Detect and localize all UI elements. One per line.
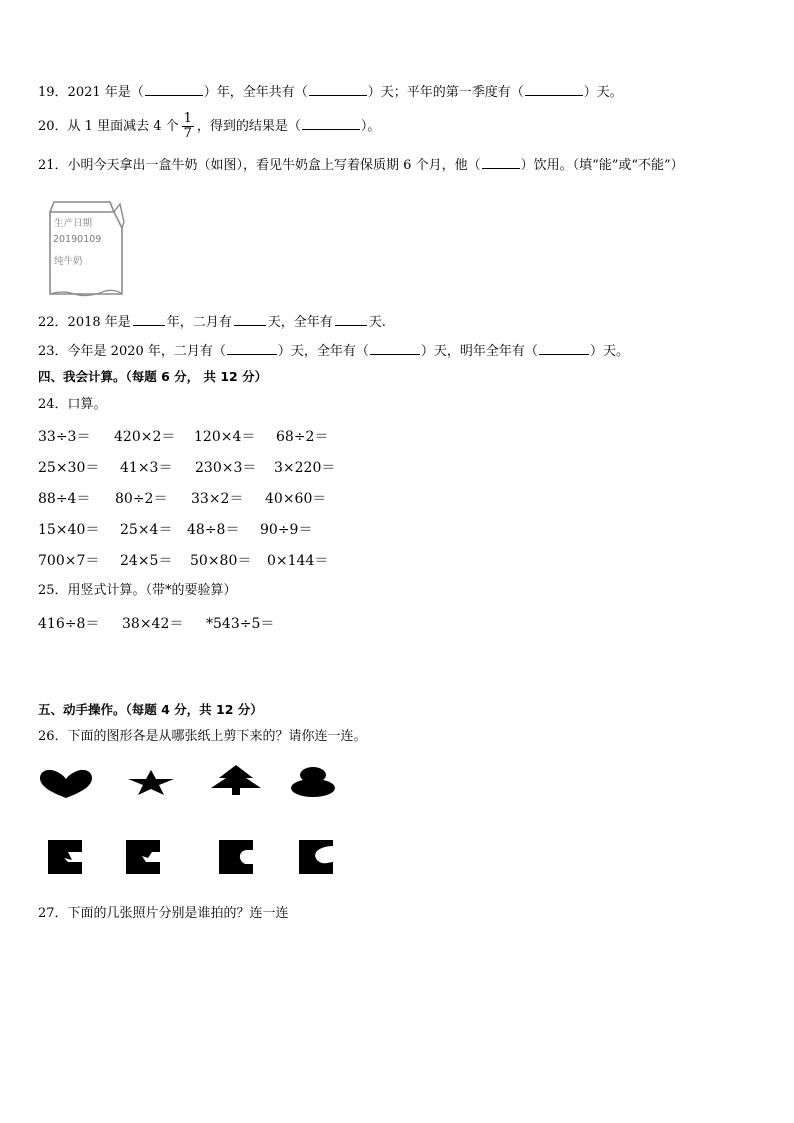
q19-blank-3[interactable] xyxy=(525,83,583,96)
q22-blank-1[interactable] xyxy=(133,313,165,326)
heart-shape[interactable] xyxy=(38,768,94,798)
q26-number: 26． xyxy=(38,729,68,744)
question-25 xyxy=(38,582,237,600)
oral-item: 3×220＝ xyxy=(274,460,336,476)
question-24 xyxy=(38,396,107,414)
oral-item: 25×4＝ xyxy=(120,522,173,538)
oral-item: 120×4＝ xyxy=(194,429,256,445)
q22-text-4: 天. xyxy=(368,315,386,330)
q23-blank-3[interactable] xyxy=(539,342,589,355)
q23-blank-2[interactable] xyxy=(370,342,420,355)
oral-item: 15×40＝ xyxy=(38,522,100,538)
fraction-numerator: 1 xyxy=(183,111,192,126)
q19-blank-2[interactable] xyxy=(309,83,367,96)
question-27 xyxy=(38,905,289,923)
q22-text-2: 年，二月有 xyxy=(166,315,232,330)
q27-number: 27． xyxy=(38,906,68,921)
section-5-heading: 五、动手操作。（每题 4 分，共 12 分） xyxy=(38,702,263,717)
oral-item: 33÷3＝ xyxy=(38,429,91,445)
paper-piece-1[interactable] xyxy=(46,838,84,876)
question-20 xyxy=(38,112,380,141)
q19-text-4: ）天。 xyxy=(583,85,623,100)
q23-text-1: 今年是 2020 年，二月有（ xyxy=(67,344,226,359)
oral-item: 33×2＝ xyxy=(191,491,244,507)
paper-piece-2[interactable] xyxy=(124,838,162,876)
q20-text-3: ）。 xyxy=(360,119,381,134)
q25-title: 用竖式计算。（带*的要验算） xyxy=(67,583,237,598)
snowman-shape[interactable] xyxy=(290,766,336,798)
q23-text-3: ）天，明年全年有（ xyxy=(420,344,538,359)
section-4-heading: 四、我会计算。（每题 6 分， 共 12 分） xyxy=(38,369,268,384)
q22-text-1: 2018 年是 xyxy=(67,315,131,330)
paper-piece-4[interactable] xyxy=(297,838,335,876)
oral-item: 40×60＝ xyxy=(265,491,327,507)
vertical-calc-item: 416÷8＝ xyxy=(38,616,100,632)
q20-number: 20． xyxy=(38,119,68,134)
question-23 xyxy=(38,342,629,361)
oral-item: 230×3＝ xyxy=(195,460,257,476)
q20-blank[interactable] xyxy=(302,117,360,130)
q23-text-4: ）天。 xyxy=(589,344,629,359)
q19-blank-1[interactable] xyxy=(145,83,203,96)
q25-number: 25． xyxy=(38,583,68,598)
question-22 xyxy=(38,313,386,332)
q24-title: 口算。 xyxy=(67,397,107,412)
milk-box-label-date-title: 生产日期 xyxy=(54,218,93,229)
q22-text-3: 天，全年有 xyxy=(267,315,333,330)
q19-text-2: ）年，全年共有（ xyxy=(203,85,308,100)
milk-box-label-product: 纯牛奶 xyxy=(54,256,83,267)
q22-number: 22． xyxy=(38,315,68,330)
q27-title: 下面的几张照片分别是谁拍的？连一连 xyxy=(67,906,289,921)
q20-text-1: 从 1 里面减去 4 个 xyxy=(67,119,179,134)
q21-text-2: ）饮用。（填“能”或“不能”） xyxy=(520,158,684,173)
question-21 xyxy=(38,156,684,175)
q22-blank-2[interactable] xyxy=(234,313,266,326)
vertical-calc-item: 38×42＝ xyxy=(122,616,184,632)
oral-item: 50×80＝ xyxy=(190,553,252,569)
q23-number: 23． xyxy=(38,344,68,359)
oral-item: 80÷2＝ xyxy=(115,491,168,507)
oral-item: 41×3＝ xyxy=(120,460,173,476)
q21-blank[interactable] xyxy=(482,156,520,169)
q19-text-3: ）天；平年的第一季度有（ xyxy=(367,85,524,100)
fraction-denominator: 7 xyxy=(183,126,192,141)
oral-item: 24×5＝ xyxy=(120,553,173,569)
oral-item: 68÷2＝ xyxy=(276,429,329,445)
oral-item: 420×2＝ xyxy=(114,429,176,445)
q23-text-2: ）天，全年有（ xyxy=(277,344,369,359)
q19-text-1: 2021 年是（ xyxy=(67,85,144,100)
oral-item: 25×30＝ xyxy=(38,460,100,476)
question-19 xyxy=(38,83,623,102)
oral-item: 88÷4＝ xyxy=(38,491,91,507)
q21-number: 21． xyxy=(38,158,68,173)
vertical-calc-item: *543÷5＝ xyxy=(206,616,275,632)
q20-text-2: ，得到的结果是（ xyxy=(196,119,301,134)
paper-piece-3[interactable] xyxy=(217,838,255,876)
q26-title: 下面的图形各是从哪张纸上剪下来的？请你连一连。 xyxy=(67,729,367,744)
star-shape[interactable] xyxy=(126,768,176,796)
oral-item: 90÷9＝ xyxy=(260,522,313,538)
q24-number: 24． xyxy=(38,397,68,412)
milk-box-label-date: 20190109 xyxy=(53,234,102,245)
oral-item: 700×7＝ xyxy=(38,553,100,569)
tree-arrow-shape[interactable] xyxy=(209,764,263,796)
oral-item: 0×144＝ xyxy=(267,553,329,569)
question-26 xyxy=(38,728,367,746)
fraction-one-seventh xyxy=(182,112,194,141)
q22-blank-3[interactable] xyxy=(335,313,367,326)
milk-box-image xyxy=(44,198,126,298)
q19-number: 19． xyxy=(38,85,68,100)
oral-item: 48÷8＝ xyxy=(187,522,240,538)
q21-text-1: 小明今天拿出一盒牛奶（如图），看见牛奶盒上写着保质期 6 个月，他（ xyxy=(67,158,481,173)
q23-blank-1[interactable] xyxy=(227,342,277,355)
